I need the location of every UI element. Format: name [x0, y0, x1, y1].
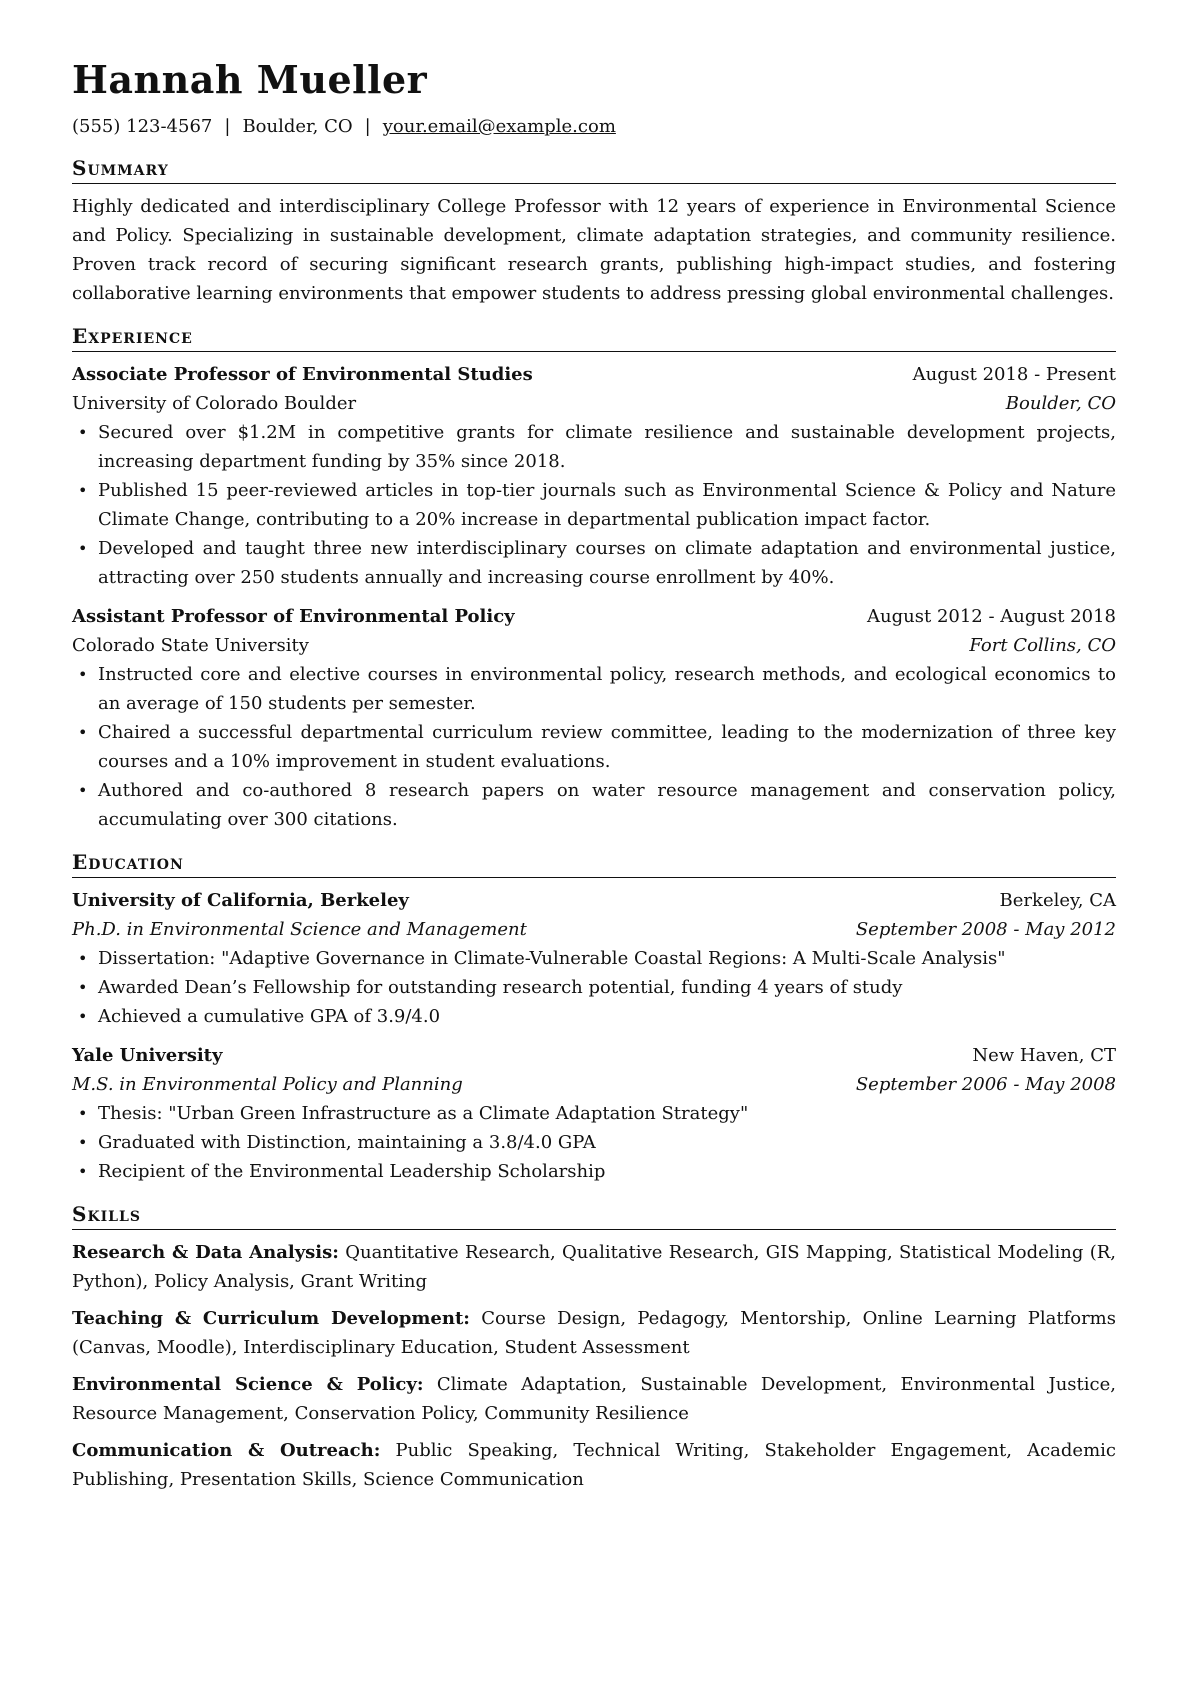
school-location: Berkeley, CA — [999, 890, 1116, 911]
school-location: New Haven, CT — [972, 1045, 1116, 1066]
job-dates: August 2012 - August 2018 — [867, 606, 1116, 627]
school-name: University of California, Berkeley — [72, 890, 409, 911]
list-item: • Secured over $1.2M in competitive grants for climate resilience and sustainable development projects, increasing department funding by 35% since 2018. — [72, 418, 1116, 476]
list-item: • Thesis: "Urban Green Infrastructure as a Climate Adaptation Strategy" — [72, 1099, 1116, 1128]
degree: M.S. in Environmental Policy and Planning — [72, 1074, 463, 1095]
list-item: • Dissertation: "Adaptive Governance in Climate-Vulnerable Coastal Regions: A Multi-Scale Analysis" — [72, 944, 1116, 973]
skill-label: Teaching & Curriculum Development: — [72, 1308, 470, 1329]
experience-entry — [72, 602, 1116, 834]
skill-list: Climate Adaptation, Sustainable Development, Environmental Justice, Resource Management, Conservation Policy, Community Resilience — [72, 1374, 1116, 1424]
education-entry — [72, 886, 1116, 1031]
job-title: Associate Professor of Environmental Studies — [72, 364, 533, 385]
degree-dates: September 2008 - May 2012 — [855, 919, 1116, 940]
degree: Ph.D. in Environmental Science and Management — [72, 919, 527, 940]
list-item: • Instructed core and elective courses in environmental policy, research methods, and ecological economics to an average of 150 students per semester. — [72, 660, 1116, 718]
skills-section — [72, 1200, 1116, 1494]
experience-entry — [72, 360, 1116, 592]
bullet-icon: • — [78, 1133, 88, 1152]
list-item: • Authored and co-authored 8 research papers on water resource management and conservation policy, accumulating over 300 citations. — [72, 776, 1116, 834]
bullet-icon: • — [78, 978, 88, 997]
school-name: Yale University — [72, 1045, 223, 1066]
section-title-experience: Experience — [72, 322, 1116, 352]
education-bullets — [72, 944, 1116, 1031]
job-title: Assistant Professor of Environmental Policy — [72, 606, 515, 627]
skill-label: Research & Data Analysis: — [72, 1242, 339, 1263]
skill-list: Course Design, Pedagogy, Mentorship, Online Learning Platforms (Canvas, Moodle), Interdisciplinary Education, Student Assessment — [72, 1308, 1116, 1358]
bullet-icon: • — [78, 949, 88, 968]
skill-group — [72, 1436, 1116, 1494]
bullet-icon: • — [78, 781, 88, 800]
skill-label: Environmental Science & Policy: — [72, 1374, 424, 1395]
bullet-icon: • — [78, 481, 88, 500]
experience-section — [72, 322, 1116, 834]
contact-line — [72, 114, 1116, 140]
job-location: Fort Collins, CO — [969, 635, 1116, 656]
education-bullets — [72, 1099, 1116, 1186]
list-item: • Graduated with Distinction, maintaining a 3.8/4.0 GPA — [72, 1128, 1116, 1157]
skill-list: Quantitative Research, Qualitative Research, GIS Mapping, Statistical Modeling (R, Python), Policy Analysis, Grant Writing — [72, 1242, 1116, 1292]
summary-text: Highly dedicated and interdisciplinary College Professor with 12 years of experience in Environmental Science and Policy. Specializing in sustainable development, climate adaptation strategies, and community resilience. Proven track record of securing significant research grants, publishing high-impact studies, and fostering collaborative learning environments that empower students to address pressing global environmental challenges. — [72, 196, 1116, 304]
bullet-icon: • — [78, 1007, 88, 1026]
job-bullets — [72, 660, 1116, 834]
skill-label: Communication & Outreach: — [72, 1440, 381, 1461]
list-item: • Achieved a cumulative GPA of 3.9/4.0 — [72, 1002, 1116, 1031]
list-item: • Published 15 peer-reviewed articles in top-tier journals such as Environmental Science & Policy and Nature Climate Change, contributing to a 20% increase in departmental publication impact factor. — [72, 476, 1116, 534]
bullet-icon: • — [78, 723, 88, 742]
education-section — [72, 848, 1116, 1186]
list-item: • Chaired a successful departmental curriculum review committee, leading to the modernization of three key courses and a 10% improvement in student evaluations. — [72, 718, 1116, 776]
bullet-icon: • — [78, 423, 88, 442]
contact-separator: | — [364, 116, 371, 137]
degree-dates: September 2006 - May 2008 — [855, 1074, 1116, 1095]
list-item: • Awarded Dean’s Fellowship for outstanding research potential, funding 4 years of study — [72, 973, 1116, 1002]
email-link[interactable]: your.email@example.com — [382, 116, 616, 137]
education-entry — [72, 1041, 1116, 1186]
section-title-skills: Skills — [72, 1200, 1116, 1230]
skill-list: Public Speaking, Technical Writing, Stakeholder Engagement, Academic Publishing, Presentation Skills, Science Communication — [72, 1440, 1116, 1490]
contact-separator: | — [224, 116, 231, 137]
skill-group — [72, 1238, 1116, 1296]
job-location: Boulder, CO — [1005, 393, 1116, 414]
section-title-education: Education — [72, 848, 1116, 878]
bullet-icon: • — [78, 1162, 88, 1181]
section-title-summary: Summary — [72, 154, 1116, 184]
list-item: • Recipient of the Environmental Leadership Scholarship — [72, 1157, 1116, 1186]
candidate-name: Hannah Mueller — [72, 57, 428, 102]
resume-page — [72, 56, 1116, 1502]
skill-group — [72, 1304, 1116, 1362]
job-dates: August 2018 - Present — [912, 364, 1116, 385]
bullet-icon: • — [78, 665, 88, 684]
phone-number: (555) 123-4567 — [72, 116, 213, 137]
employer: University of Colorado Boulder — [72, 393, 357, 414]
bullet-icon: • — [78, 539, 88, 558]
summary-section — [72, 154, 1116, 308]
skill-group — [72, 1370, 1116, 1428]
job-bullets — [72, 418, 1116, 592]
bullet-icon: • — [78, 1104, 88, 1123]
list-item: • Developed and taught three new interdisciplinary courses on climate adaptation and environmental justice, attracting over 250 students annually and increasing course enrollment by 40%. — [72, 534, 1116, 592]
employer: Colorado State University — [72, 635, 309, 656]
location: Boulder, CO — [242, 116, 353, 137]
